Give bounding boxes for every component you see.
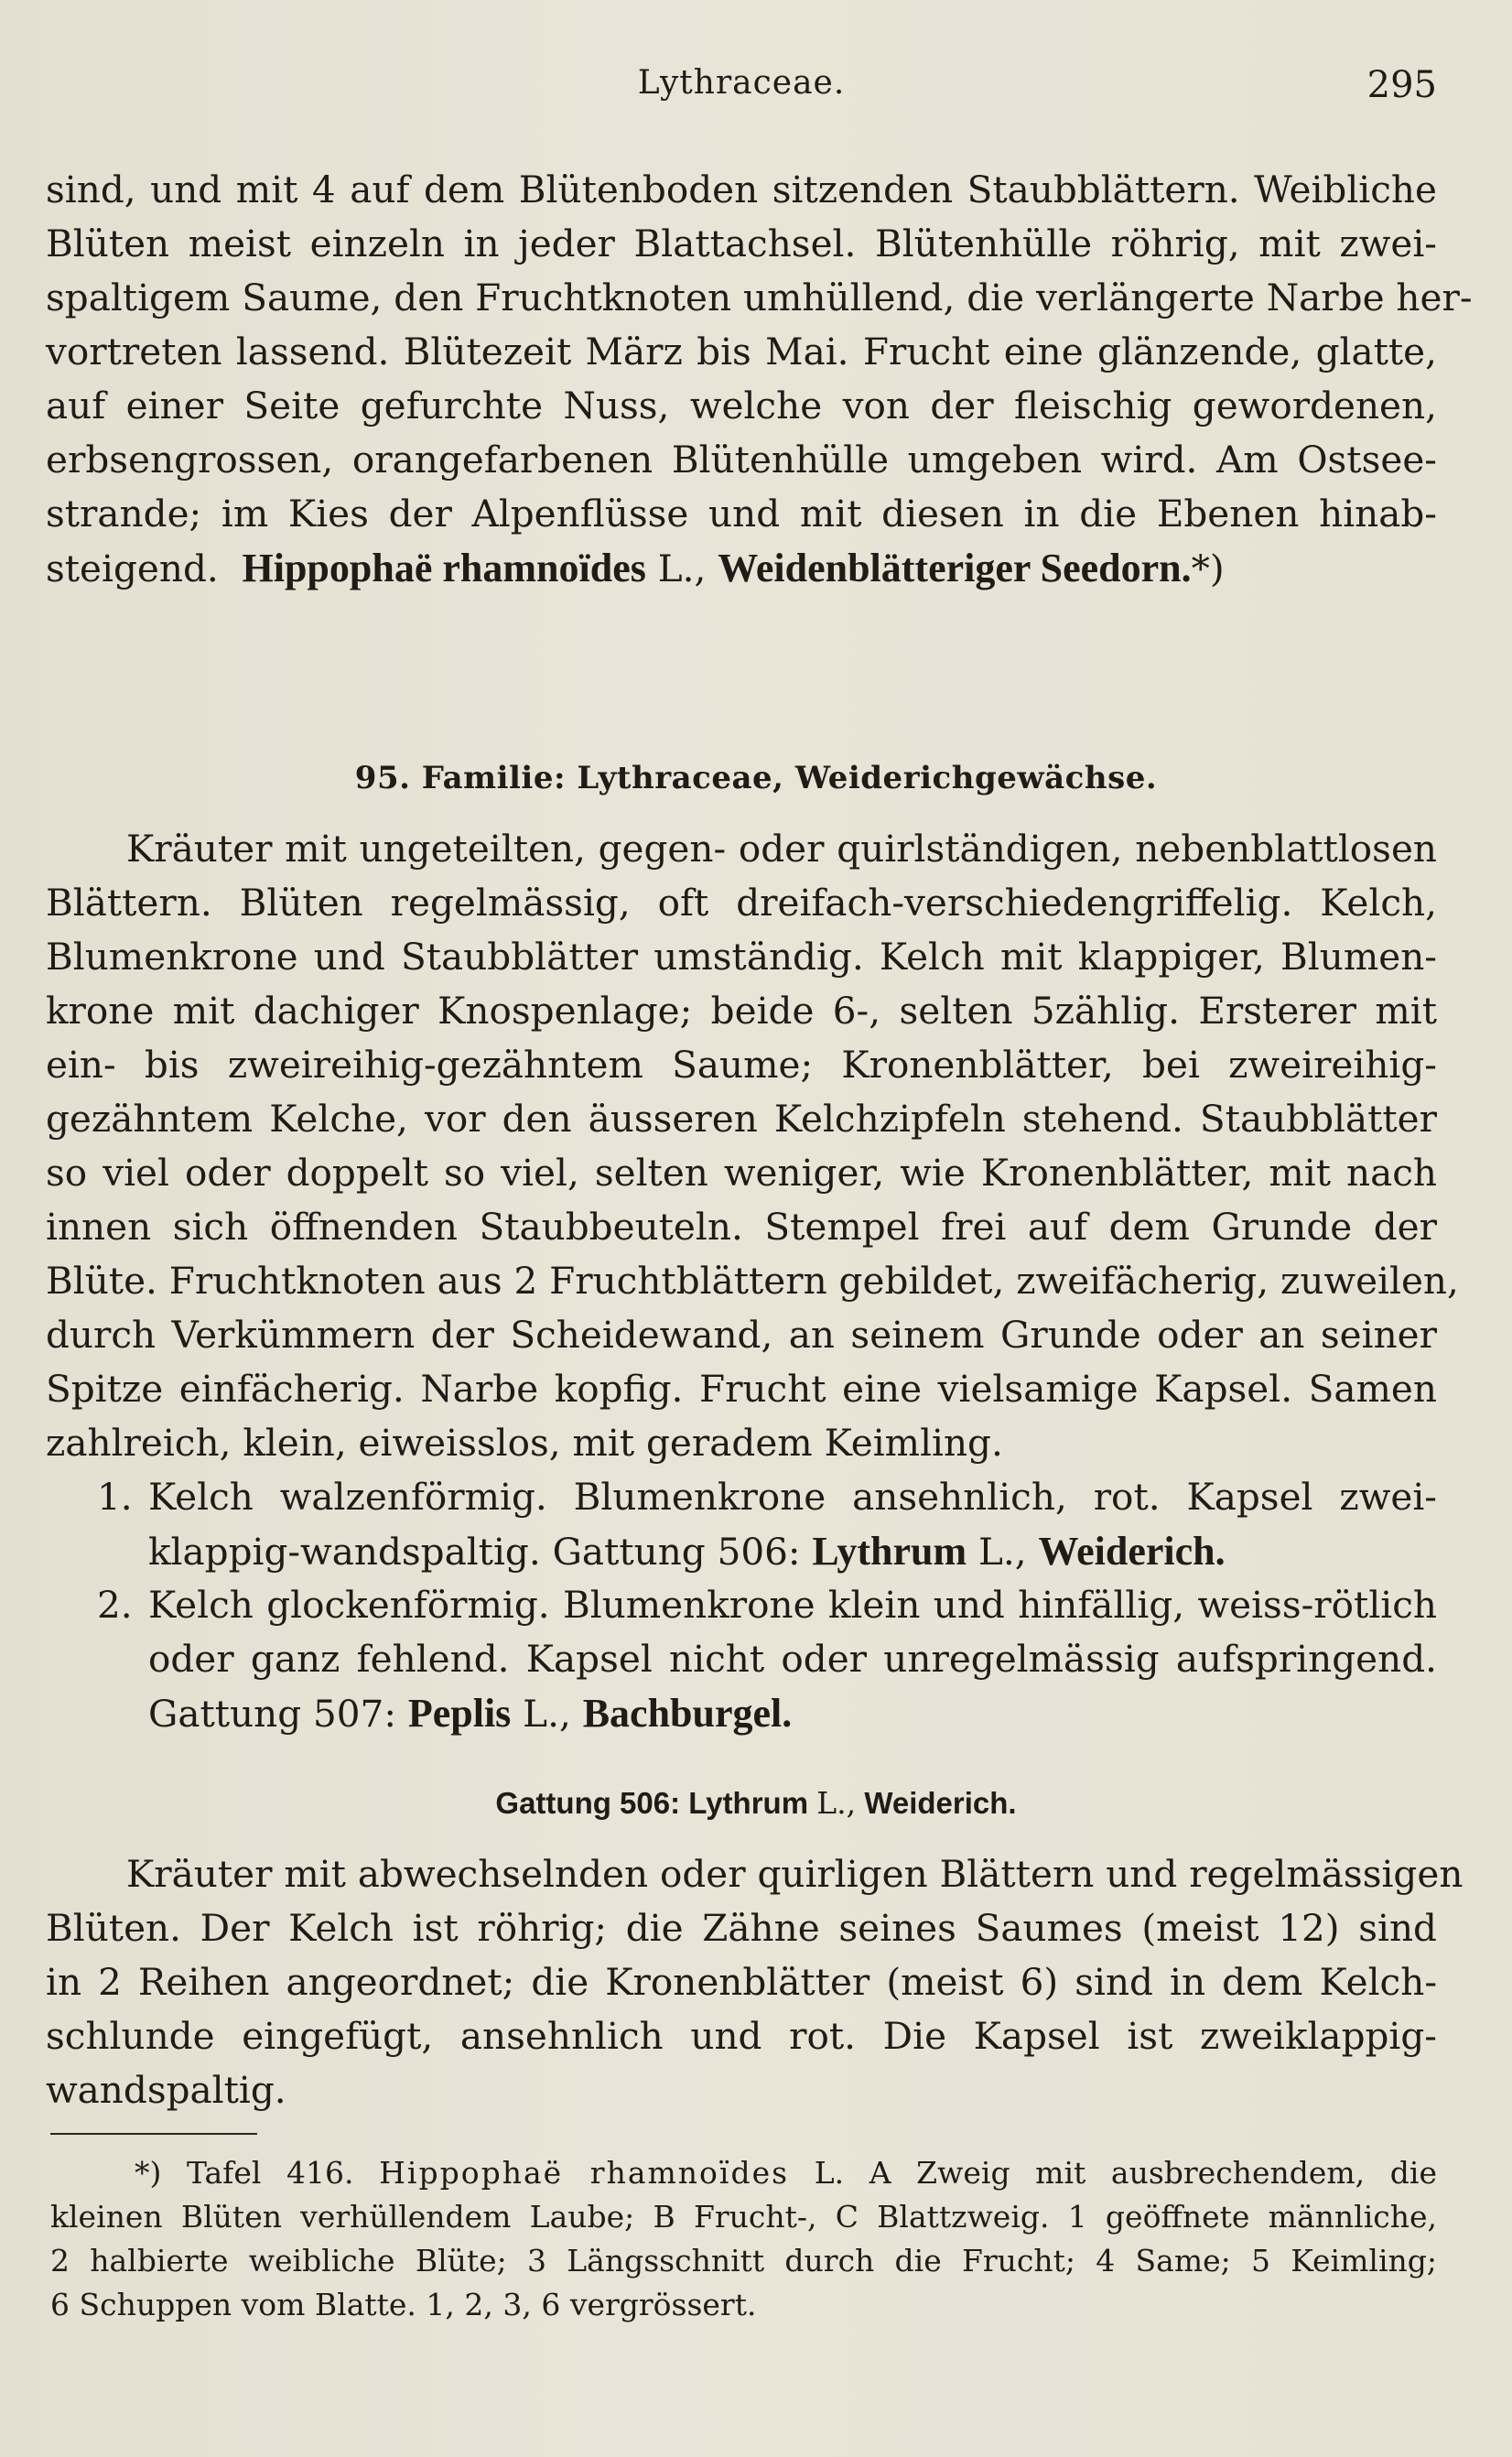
key-item-2 bbox=[46, 1578, 1437, 1740]
footnote-line: 2 halbierte weibliche Blüte; 3 Längsschnitt durch die Frucht; 4 Same; 5 Keimling; bbox=[50, 2243, 1437, 2278]
key-number: 2. bbox=[97, 1583, 133, 1627]
text-prefix: Gattung 507: bbox=[148, 1692, 396, 1736]
text-line: auf einer Seite gefurchte Nuss, welche von der fleischig gewordenen, bbox=[46, 384, 1437, 428]
genus-heading-common: Weiderich. bbox=[864, 1786, 1017, 1820]
genus-common-name: Weiderich. bbox=[1038, 1529, 1226, 1574]
key-item-1 bbox=[46, 1470, 1437, 1578]
genus-author: L., bbox=[978, 1530, 1027, 1574]
text-line: Kräuter mit abwechselnden oder quirligen Blättern und regelmässigen bbox=[126, 1852, 1463, 1896]
text-line: Spitze einfächerig. Narbe kopfig. Frucht eine vielsamige Kapsel. Samen bbox=[46, 1367, 1437, 1411]
text-line: ein- bis zweireihig-gezähntem Saume; Kronenblätter, bei zweireihig- bbox=[46, 1043, 1437, 1087]
species-name: Hippophaë rhamnoïdes bbox=[242, 546, 646, 590]
footnote-plate: Tafel 416. bbox=[187, 2155, 354, 2191]
text-line: spaltigem Saume, den Fruchtknoten umhüllend, die verlängerte Narbe her- bbox=[46, 276, 1473, 319]
text-line: vortreten lassend. Blütezeit März bis Mai. Frucht eine glänzende, glatte, bbox=[46, 330, 1437, 373]
footnote-line: kleinen Blüten verhüllendem Laube; B Frucht-, C Blattzweig. 1 geöffnete männliche, bbox=[50, 2199, 1437, 2235]
text-line: wandspaltig. bbox=[46, 2068, 286, 2112]
text-line: Blüten meist einzeln in jeder Blattachsel. Blütenhülle röhrig, mit zwei- bbox=[46, 222, 1437, 265]
text-line: gezähntem Kelche, vor den äusseren Kelchzipfeln stehend. Staubblätter bbox=[46, 1097, 1437, 1141]
genus-name: Lythrum bbox=[812, 1529, 967, 1574]
text-line: oder ganz fehlend. Kapsel nicht oder unregelmässig aufspringend. bbox=[148, 1637, 1437, 1681]
footnote-text: L. A Zweig mit ausbrechendem, die bbox=[814, 2155, 1437, 2191]
genus-heading-prefix: Gattung 506: bbox=[495, 1786, 681, 1820]
genus-heading bbox=[0, 1785, 1512, 1821]
footnote-divider bbox=[50, 2133, 257, 2135]
text-line: durch Verkümmern der Scheidewand, an seinem Grunde oder an seiner bbox=[46, 1313, 1437, 1357]
running-head bbox=[46, 64, 1437, 110]
family-heading: 95. Familie: Lythraceae, Weiderichgewächse. bbox=[354, 760, 1158, 796]
text-prefix: klappig-wandspaltig. Gattung 506: bbox=[148, 1530, 801, 1574]
genus-name: Peplis bbox=[407, 1691, 512, 1736]
text-line-genus bbox=[148, 1686, 1437, 1740]
running-title: Lythraceae. bbox=[637, 64, 846, 102]
text-line: Kelch glockenförmig. Blumenkrone klein und hinfällig, weiss-rötlich bbox=[148, 1583, 1437, 1627]
footnote-line bbox=[50, 2151, 1437, 2195]
paragraph-lythrum bbox=[46, 1847, 1463, 2117]
text-line: so viel oder doppelt so viel, selten weniger, wie Kronenblätter, mit nach bbox=[46, 1151, 1437, 1195]
common-name: Weidenblätteriger Seedorn. bbox=[718, 546, 1192, 590]
text-line: schlunde eingefügt, ansehnlich und rot. Die Kapsel ist zweiklappig- bbox=[46, 2014, 1437, 2058]
genus-heading-author: L., bbox=[816, 1785, 857, 1821]
text-line: zahlreich, klein, eiweisslos, mit geradem Keimling. bbox=[46, 1421, 1003, 1465]
text-line: erbsengrossen, orangefarbenen Blütenhülle umgeben wird. Am Ostsee- bbox=[46, 438, 1437, 482]
text-line: sind, und mit 4 auf dem Blütenboden sitzenden Staubblättern. Weibliche bbox=[46, 168, 1437, 211]
text-line-species bbox=[46, 541, 1437, 595]
key-number: 1. bbox=[97, 1475, 133, 1519]
text-line-genus bbox=[148, 1524, 1437, 1578]
footnote-marker: *) bbox=[1191, 547, 1225, 590]
paragraph-family-description bbox=[46, 822, 1459, 1470]
text-line: Blättern. Blüten regelmässig, oft dreifach-verschiedengriffelig. Kelch, bbox=[46, 881, 1437, 925]
footnote-marker: *) bbox=[135, 2155, 162, 2191]
text-line: krone mit dachiger Knospenlage; beide 6-, selten 5zählig. Ersterer mit bbox=[46, 989, 1437, 1033]
text-line: in 2 Reihen angeordnet; die Kronenblätter (meist 6) sind in dem Kelch- bbox=[46, 1960, 1437, 2004]
genus-heading-name: Lythrum bbox=[688, 1786, 809, 1820]
paragraph-hippophae bbox=[46, 163, 1473, 595]
text-line: Blüten. Der Kelch ist röhrig; die Zähne seines Saumes (meist 12) sind bbox=[46, 1906, 1437, 1950]
text-line: Blüte. Fruchtknoten aus 2 Fruchtblättern gebildet, zweifächerig, zuweilen, bbox=[46, 1259, 1459, 1303]
genus-common-name: Bachburgel. bbox=[582, 1691, 793, 1736]
text-line: strande; im Kies der Alpenflüsse und mit diesen in die Ebenen hinab- bbox=[46, 492, 1437, 536]
genus-author: L., bbox=[523, 1692, 571, 1736]
text-line: Kelch walzenförmig. Blumenkrone ansehnlich, rot. Kapsel zwei- bbox=[148, 1475, 1437, 1519]
footnote-line: 6 Schuppen vom Blatte. 1, 2, 3, 6 vergrössert. bbox=[50, 2287, 757, 2322]
page-number: 295 bbox=[1366, 64, 1437, 106]
text-line: Blumenkrone und Staubblätter umständig. Kelch mit klappiger, Blumen- bbox=[46, 935, 1437, 979]
text-prefix: steigend. bbox=[46, 547, 219, 590]
text-line: innen sich öffnenden Staubbeuteln. Stempel frei auf dem Grunde der bbox=[46, 1205, 1437, 1249]
species-author: L., bbox=[657, 547, 707, 590]
footnote bbox=[50, 2151, 1437, 2327]
text-line: Kräuter mit ungeteilten, gegen- oder quirlständigen, nebenblattlosen bbox=[126, 827, 1437, 871]
footnote-species: Hippophaë rhamnoïdes bbox=[379, 2155, 790, 2191]
